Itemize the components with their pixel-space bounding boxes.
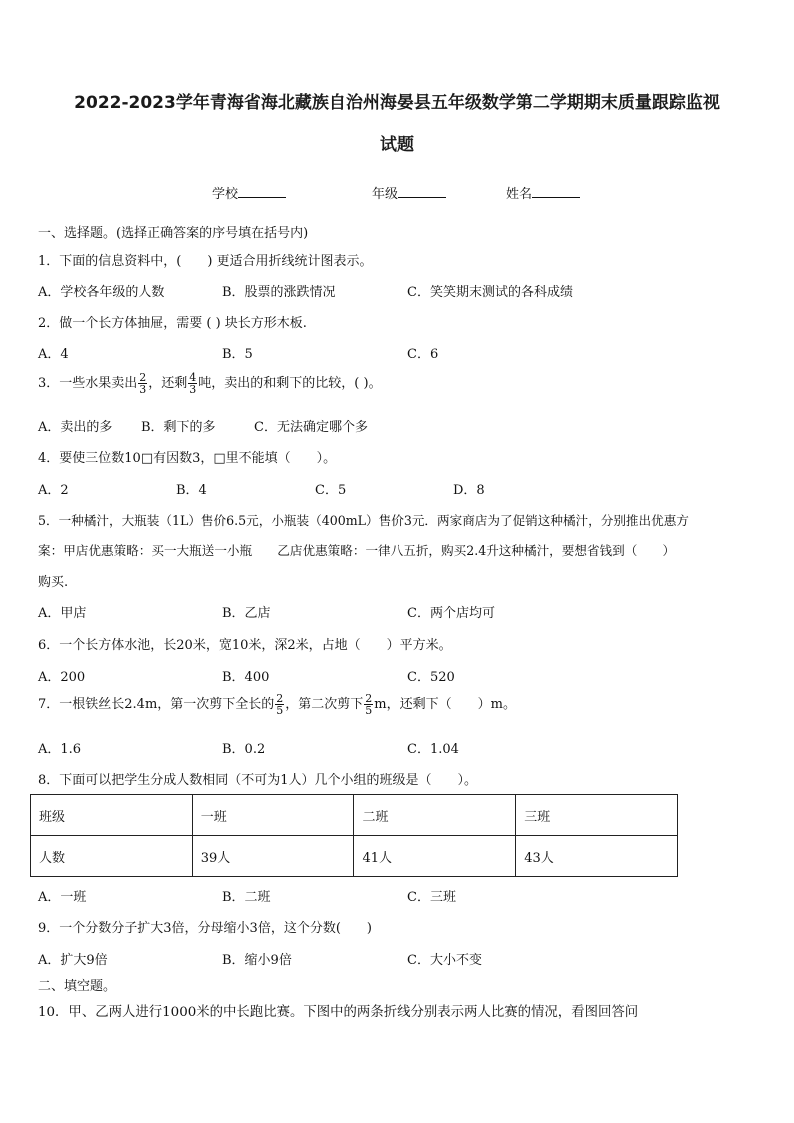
- q3-part2: ，还剩: [148, 376, 188, 391]
- q10-text: 10．甲、乙两人进行1000米的中长跑比赛。下图中的两条折线分别表示两人比赛的情况，看图回答问: [38, 1005, 639, 1020]
- q2-option-c: C．6: [407, 347, 439, 362]
- table-row: [31, 836, 678, 877]
- q6-option-a: A．200: [38, 670, 86, 685]
- q3-part1: 3．一些水果卖出: [38, 376, 138, 391]
- q3-fraction-1-numerator: 2: [139, 371, 147, 384]
- table-cell: 人数: [31, 836, 193, 877]
- page-title-line2: 试题: [380, 135, 414, 155]
- q1-option-c: C．笑笑期末测试的各科成绩: [407, 285, 573, 300]
- grade-label: 年级: [372, 187, 399, 202]
- q7-part1: 7．一根铁丝长2.4m，第一次剪下全长的: [38, 697, 275, 712]
- q1-option-b: B．股票的涨跌情况: [222, 285, 336, 300]
- q1-option-a: A．学校各年级的人数: [38, 285, 165, 300]
- q7-fraction-2-numerator: 2: [365, 692, 373, 705]
- q9-option-c: C．大小不变: [407, 953, 482, 968]
- table-row: [31, 795, 678, 836]
- q3-fraction-2-numerator: 4: [189, 371, 197, 384]
- q8-option-a: A．一班: [38, 890, 87, 905]
- section2-heading: 二、填空题。: [38, 979, 117, 994]
- q3-option-c: C．无法确定哪个多: [254, 420, 368, 435]
- q5-option-a: A．甲店: [38, 606, 87, 621]
- name-blank: [532, 185, 580, 198]
- q3-option-b: B．剩下的多: [141, 420, 216, 435]
- q7-part3: m，还剩下（ ）m。: [374, 697, 516, 712]
- q5-text-line1: 5．一种橘汁，大瓶装（1L）售价6.5元，小瓶装（400mL）售价3元．两家商店为了促销这种橘汁，分别推出优惠方: [38, 513, 689, 528]
- q9-text: 9．一个分数分子扩大3倍，分母缩小3倍，这个分数( ): [38, 921, 372, 936]
- page-title-line1: 2022-2023学年青海省海北藏族自治州海晏县五年级数学第二学期期末质量跟踪监视: [74, 93, 720, 113]
- q4-option-c: C．5: [315, 483, 347, 498]
- table-cell: 39人: [192, 836, 354, 877]
- table-cell: 41人: [354, 836, 516, 877]
- q7-fraction-1-denominator: 5: [276, 704, 284, 717]
- table-cell: 43人: [516, 836, 678, 877]
- q7-option-a: A．1.6: [38, 742, 82, 757]
- class-size-table: [30, 794, 678, 877]
- name-field: [506, 183, 580, 202]
- q1-text: 1．下面的信息资料中，( ) 更适合用折线统计图表示。: [38, 254, 373, 269]
- name-label: 姓名: [506, 187, 533, 202]
- grade-field: [372, 183, 446, 202]
- q2-option-b: B．5: [222, 347, 253, 362]
- q3-fraction-1-denominator: 3: [139, 383, 147, 396]
- section1-heading: 一、选择题。(选择正确答案的序号填在括号内): [38, 226, 309, 241]
- q4-option-d: D．8: [453, 483, 485, 498]
- q7-fraction-2-denominator: 5: [365, 704, 373, 717]
- q3-option-a: A．卖出的多: [38, 420, 113, 435]
- q6-text: 6．一个长方体水池，长20米，宽10米，深2米，占地（ ）平方米。: [38, 638, 452, 653]
- q5-text-line2: 案：甲店优惠策略：买一大瓶送一小瓶 乙店优惠策略：一律八五折，购买2.4升这种橘汁，要想省钱到（ ）: [38, 543, 676, 558]
- q3-fraction-2-denominator: 3: [189, 383, 197, 396]
- q7-option-b: B．0.2: [222, 742, 266, 757]
- school-blank: [238, 185, 286, 198]
- q9-option-a: A．扩大9倍: [38, 953, 108, 968]
- q7-option-c: C．1.04: [407, 742, 459, 757]
- table-header-cell: 班级: [31, 795, 193, 836]
- q6-option-b: B．400: [222, 670, 270, 685]
- q3-fraction-1: [138, 372, 147, 395]
- q5-text-line3: 购买.: [38, 575, 69, 590]
- q2-text: 2．做一个长方体抽屉，需要 ( ) 块长方形木板.: [38, 316, 307, 331]
- q8-option-c: C．三班: [407, 890, 456, 905]
- q3-fraction-2: [188, 372, 197, 395]
- q4-option-a: A．2: [38, 483, 69, 498]
- q3-text: [38, 372, 382, 395]
- school-field: [212, 183, 286, 202]
- q4-option-b: B．4: [176, 483, 207, 498]
- q7-part2: ，第二次剪下: [285, 697, 364, 712]
- q8-option-b: B．二班: [222, 890, 271, 905]
- school-label: 学校: [212, 187, 239, 202]
- q4-text: 4．要使三位数10□有因数3，□里不能填（ ）。: [38, 451, 337, 466]
- q5-option-b: B．乙店: [222, 606, 271, 621]
- table-header-cell: 二班: [354, 795, 516, 836]
- q7-text: [38, 693, 516, 716]
- grade-blank: [398, 185, 446, 198]
- table-header-cell: 三班: [516, 795, 678, 836]
- table-header-cell: 一班: [192, 795, 354, 836]
- q6-option-c: C．520: [407, 670, 455, 685]
- q8-text: 8．下面可以把学生分成人数相同（不可为1人）几个小组的班级是（ ）。: [38, 773, 478, 788]
- q9-option-b: B．缩小9倍: [222, 953, 292, 968]
- q2-option-a: A．4: [38, 347, 69, 362]
- student-info: [0, 183, 794, 203]
- q7-fraction-1: [275, 693, 284, 716]
- q5-option-c: C．两个店均可: [407, 606, 495, 621]
- q7-fraction-1-numerator: 2: [276, 692, 284, 705]
- q3-part3: 吨，卖出的和剩下的比较，( )。: [198, 376, 382, 391]
- q7-fraction-2: [364, 693, 373, 716]
